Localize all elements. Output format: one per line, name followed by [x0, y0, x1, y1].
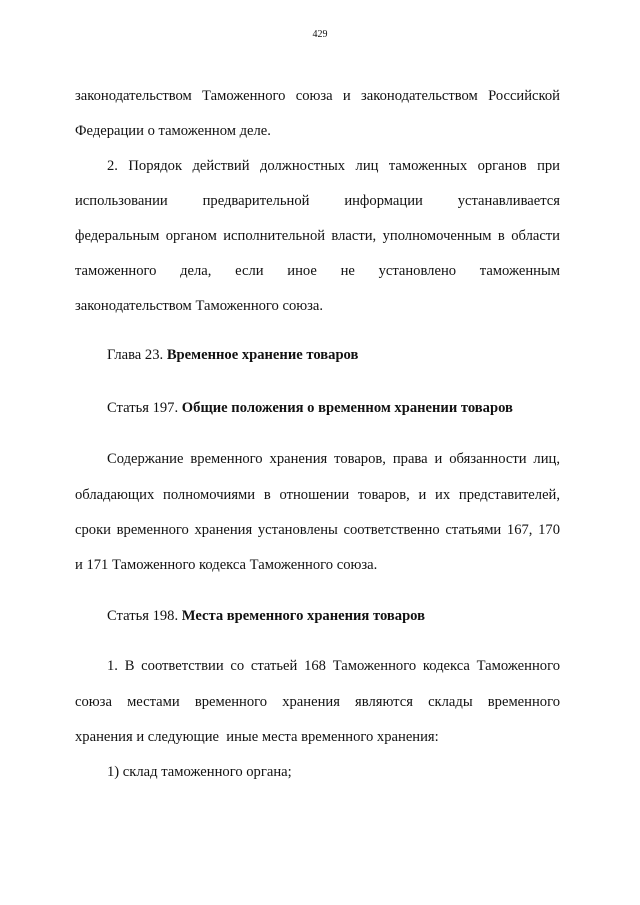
article198-line1: 1. В соответствии со статьей 168 Таможенного кодекса Таможенного: [107, 658, 560, 674]
page-number: 429: [312, 29, 328, 40]
para2-line2: использовании предварительной информации устанавливается: [75, 193, 560, 209]
article197-heading: [107, 399, 592, 417]
article198-item1: 1) склад таможенного органа;: [107, 764, 292, 780]
para1-line1: законодательством Таможенного союза и законодательством Российской: [75, 88, 560, 104]
article198-prefix: Статья 198.: [107, 608, 179, 624]
chapter-title: Временное хранение товаров: [166, 347, 359, 363]
para1-line2: Федерации о таможенном деле.: [75, 123, 271, 139]
article198-line3: хранения и следующие иные места временного хранения:: [75, 729, 439, 745]
article198-title: Места временного хранения товаров: [181, 608, 425, 624]
chapter-prefix: Глава 23.: [107, 347, 164, 363]
article197-title: Общие положения о временном хранении товаров: [181, 400, 513, 416]
article197-line2: обладающих полномочиями в отношении товаров, и их представителей,: [75, 487, 560, 503]
article197-line4: и 171 Таможенного кодекса Таможенного союза.: [75, 557, 378, 573]
para2-line1: 2. Порядок действий должностных лиц таможенных органов при: [107, 158, 560, 174]
article198-heading: [107, 607, 592, 625]
article197-line1: Содержание временного хранения товаров, права и обязанности лиц,: [107, 451, 560, 467]
chapter-heading: [107, 346, 592, 364]
article197-line3: сроки временного хранения установлены соответственно статьями 167, 170: [75, 522, 560, 538]
para2-line3: федеральным органом исполнительной власти, уполномоченным в области: [75, 228, 560, 244]
para2-line4: таможенного дела, если иное не установлено таможенным: [75, 263, 560, 279]
article198-line2: союза местами временного хранения являются склады временного: [75, 694, 560, 710]
article197-prefix: Статья 197.: [107, 400, 179, 416]
para2-line5: законодательством Таможенного союза.: [75, 298, 324, 314]
